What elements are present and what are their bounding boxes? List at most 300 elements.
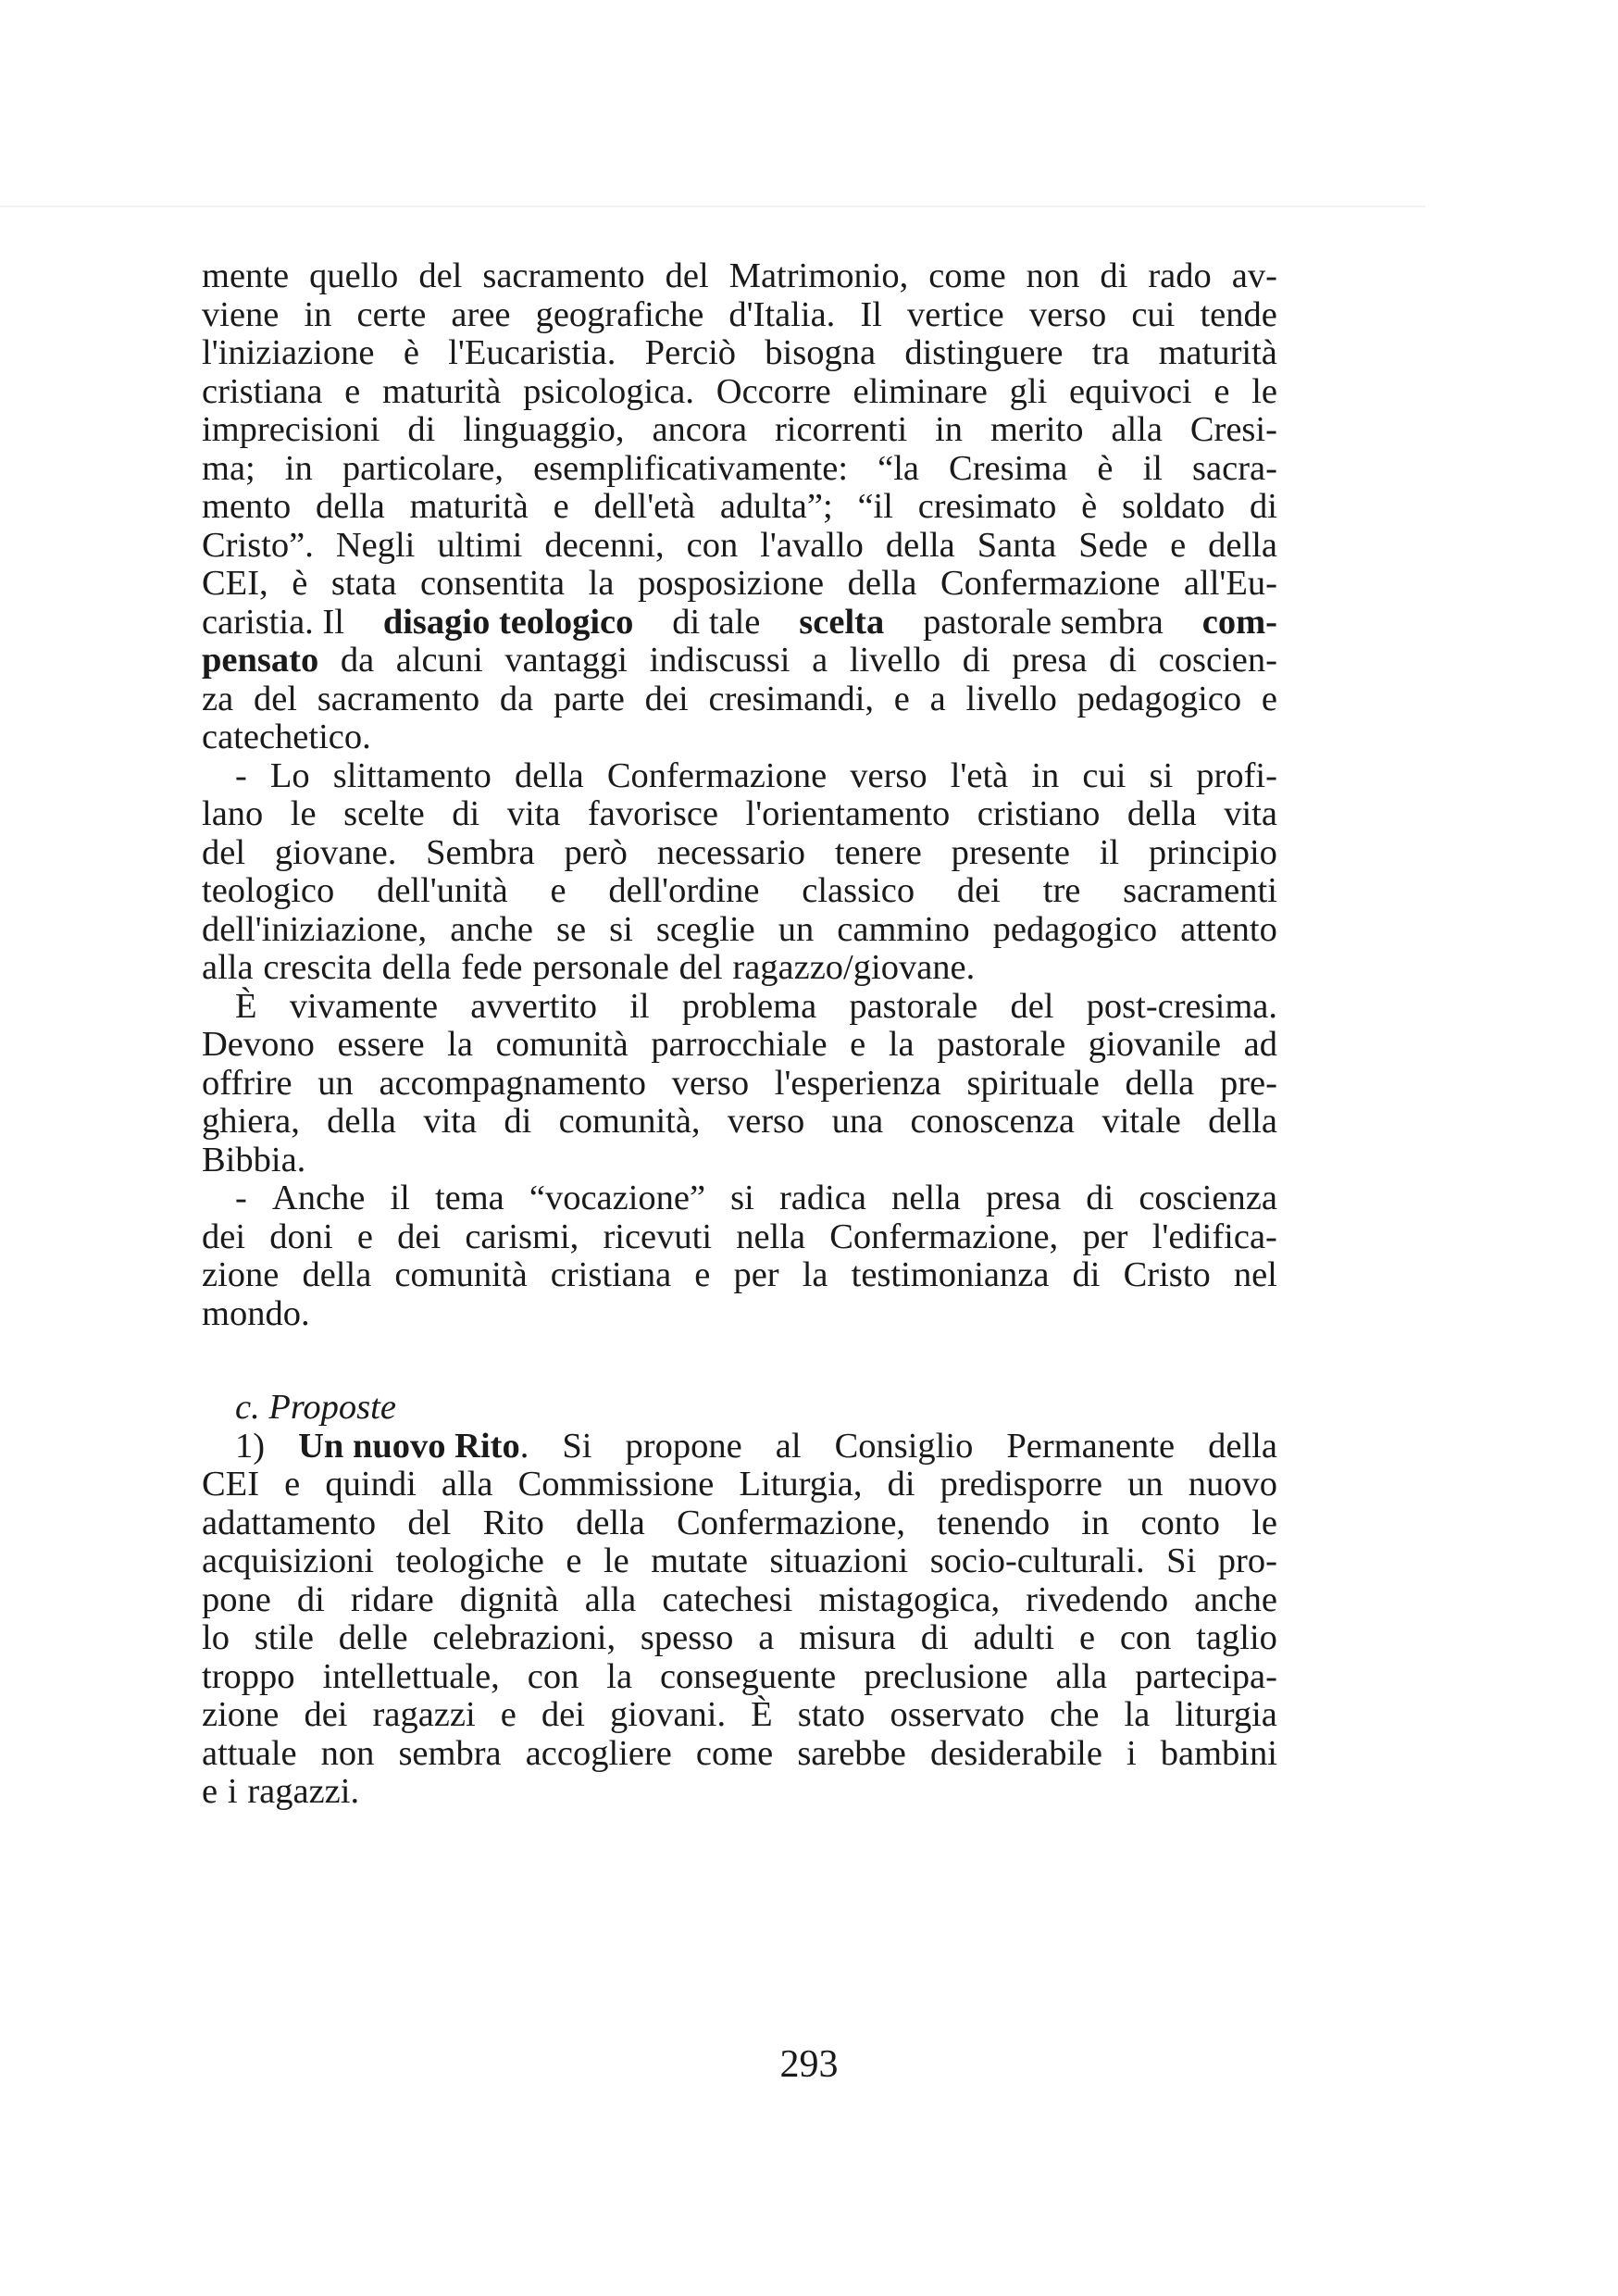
word: comunità <box>495 1025 629 1064</box>
word: cresimato <box>917 487 1057 526</box>
list-number: 1) <box>235 1426 266 1466</box>
text-line-last <box>202 718 1277 757</box>
word: per <box>733 1255 779 1294</box>
word: sarebbe <box>797 1733 906 1773</box>
word: del <box>665 256 709 295</box>
word: della <box>1126 794 1197 833</box>
text-line <box>202 1504 1277 1543</box>
word: crescita <box>263 948 372 987</box>
word: del <box>202 832 246 872</box>
word: livello <box>849 641 941 680</box>
word: un <box>778 909 815 949</box>
word: testimonianza <box>851 1255 1050 1294</box>
word: Bibbia. <box>202 1140 306 1179</box>
section-gap <box>202 1333 1277 1389</box>
word: l'avallo <box>760 525 864 565</box>
word: zione <box>202 1255 280 1294</box>
word: giovanile <box>1088 1025 1222 1064</box>
word: dell'età <box>593 487 696 526</box>
word: acquisizioni <box>202 1541 375 1580</box>
word: Sede <box>1078 525 1149 565</box>
word: “il <box>857 487 893 526</box>
text-line-last <box>202 1142 1277 1180</box>
word: Cristo”. <box>202 525 314 565</box>
word: maturità <box>1158 333 1277 372</box>
word: il <box>1099 832 1120 872</box>
word: è <box>403 333 419 372</box>
word: ragazzo/giovane. <box>732 948 976 987</box>
word: e <box>356 1217 373 1256</box>
word: a <box>812 641 828 680</box>
word: predisporre <box>940 1465 1102 1504</box>
word: alcuni <box>395 641 483 680</box>
word: l'Eucaristia. <box>448 333 616 372</box>
word: di <box>452 794 480 833</box>
word: pedagogico <box>1077 679 1242 718</box>
word: e <box>893 679 910 718</box>
word: verso <box>671 1063 750 1103</box>
word: del <box>418 256 463 295</box>
word: Confermazione <box>606 755 828 795</box>
text-line <box>202 1218 1277 1257</box>
text-line <box>202 1466 1277 1504</box>
word: da <box>340 641 375 680</box>
word: sceglie <box>655 909 755 949</box>
word: è <box>1081 487 1098 526</box>
word: stata <box>330 564 397 603</box>
word: post-cresima. <box>1086 986 1277 1026</box>
word: maturità <box>382 371 502 411</box>
word: Si <box>1166 1541 1197 1580</box>
text-line <box>202 565 1277 604</box>
word: le <box>1251 1503 1277 1542</box>
word: nella <box>891 1179 961 1217</box>
word: mutate <box>651 1541 749 1580</box>
word: un <box>1127 1465 1164 1504</box>
word: dei <box>956 871 1001 910</box>
word: della <box>1208 525 1277 565</box>
word: è <box>292 564 308 603</box>
word: delle <box>338 1618 408 1657</box>
word: teologico <box>202 871 335 910</box>
text-line <box>202 1735 1277 1774</box>
word: e <box>344 371 361 411</box>
word: verso <box>850 755 927 795</box>
word: del <box>678 948 723 987</box>
word: nella <box>736 1217 806 1256</box>
word: CEI <box>202 1465 260 1504</box>
text-line <box>202 373 1277 412</box>
word: aree <box>451 294 511 334</box>
word: Commissione <box>517 1465 715 1504</box>
word: della <box>302 1255 372 1294</box>
text-line <box>202 1065 1277 1104</box>
text-line <box>202 1256 1277 1295</box>
word: parte <box>553 679 625 718</box>
word: anche <box>1194 1579 1277 1619</box>
word: livello <box>965 679 1057 718</box>
text-line <box>202 334 1277 373</box>
word: Devono <box>202 1025 315 1064</box>
word: non <box>1026 256 1080 295</box>
word: “la <box>877 448 919 488</box>
word: spirituale <box>966 1063 1100 1103</box>
word: bambini <box>1160 1733 1277 1773</box>
text-line <box>202 911 1277 950</box>
word: è <box>1097 448 1114 488</box>
text-line <box>202 1103 1277 1142</box>
word: di <box>962 641 990 680</box>
paragraph-3 <box>202 988 1277 1180</box>
word: doni <box>269 1217 333 1256</box>
word: classico <box>802 871 915 910</box>
paragraph-4 <box>202 1179 1277 1333</box>
word: za <box>202 679 234 718</box>
word: certe <box>356 294 427 334</box>
word: Consiglio <box>834 1426 974 1466</box>
page-number: 293 <box>779 2043 839 2086</box>
word: particolare, <box>342 448 504 488</box>
word: della <box>381 948 452 987</box>
word: conto <box>1140 1503 1220 1542</box>
word: Confermazione <box>940 564 1161 603</box>
text-line <box>202 1619 1277 1658</box>
word: Confermazione, <box>677 1503 906 1542</box>
word: vertice <box>907 294 1004 334</box>
word: gli <box>1009 371 1048 411</box>
word: ultimi <box>437 525 523 565</box>
punctuation: . <box>519 1426 529 1466</box>
word: i <box>227 1772 238 1811</box>
text-line-with-bold <box>202 604 1277 643</box>
word: catechesi <box>662 1579 793 1619</box>
text-line-last <box>202 949 1277 988</box>
word: pro- <box>1217 1541 1277 1580</box>
word: imprecisioni <box>202 410 380 449</box>
word: cresimandi, <box>708 679 875 718</box>
word: la <box>802 1255 828 1294</box>
word: socio-culturali. <box>929 1541 1145 1580</box>
word: zione <box>202 1695 280 1734</box>
word: all'Eu- <box>1183 564 1277 603</box>
word: Occorre <box>716 371 831 411</box>
word: a <box>929 679 946 718</box>
word: cammino <box>837 909 970 949</box>
word: cristiana <box>550 1255 672 1294</box>
word: della <box>847 564 917 603</box>
text-line <box>202 1658 1277 1697</box>
word: della <box>327 1102 396 1141</box>
word: in <box>1031 755 1060 795</box>
word: sacramenti <box>1123 871 1277 910</box>
word: conoscenza <box>910 1102 1075 1141</box>
word: Cristo <box>1123 1255 1211 1294</box>
word: ghiera, <box>202 1102 300 1141</box>
word: e <box>284 1465 301 1504</box>
word: bisogna <box>765 333 877 372</box>
word: di <box>296 1579 325 1619</box>
word: dell'unità <box>377 871 508 910</box>
word: la <box>1124 1695 1151 1734</box>
text-line <box>202 257 1277 296</box>
word: catechetico. <box>202 718 371 756</box>
text-line <box>202 1026 1277 1065</box>
word: equivoci <box>1069 371 1192 411</box>
word: come <box>928 256 1006 295</box>
word: principio <box>1148 832 1277 872</box>
bold-term-compensato-start: com- <box>1201 602 1277 642</box>
word: vita <box>1224 794 1277 833</box>
word: È <box>751 1695 773 1734</box>
word: pastorale <box>849 986 978 1026</box>
word: la <box>588 564 615 603</box>
word: di <box>1109 641 1138 680</box>
word: in <box>284 448 313 488</box>
word: Lo <box>269 755 310 795</box>
word: la <box>447 1025 473 1064</box>
word: liturgia <box>1175 1695 1277 1734</box>
word: spesso <box>640 1618 734 1657</box>
word: adattamento <box>202 1503 377 1542</box>
word: il <box>629 986 650 1026</box>
text-line-with-bold <box>202 642 1277 680</box>
word: e <box>1078 1618 1096 1657</box>
word: se <box>556 909 587 949</box>
word: l'esperienza <box>774 1063 941 1103</box>
word: di <box>504 1102 532 1141</box>
text-line <box>202 1542 1277 1581</box>
paragraph-2 <box>202 757 1277 988</box>
word: troppo <box>202 1656 295 1696</box>
word: pastorale <box>937 1025 1066 1064</box>
word: “vocazione” <box>529 1179 706 1217</box>
word: parrocchiale <box>651 1025 828 1064</box>
word: sacra- <box>1192 448 1277 488</box>
word: psicologica. <box>523 371 695 411</box>
word: Cresi- <box>1189 410 1277 449</box>
word: posposizione <box>638 564 825 603</box>
word: per <box>1082 1217 1128 1256</box>
word: desiderabile <box>929 1733 1102 1773</box>
word: viene <box>202 294 280 334</box>
word: presa <box>1012 641 1088 680</box>
text-line <box>202 795 1277 834</box>
word: partecipa- <box>1135 1656 1277 1696</box>
word: vita <box>423 1102 478 1141</box>
word: e <box>1261 679 1277 718</box>
word: stato <box>797 1695 865 1734</box>
word: della <box>1208 1426 1277 1466</box>
word: ragazzi <box>372 1695 476 1734</box>
word: la <box>606 1656 633 1696</box>
word: celebrazioni, <box>432 1618 616 1657</box>
word: l'età <box>950 755 1009 795</box>
word: adulti <box>973 1618 1055 1657</box>
word: vitale <box>1101 1102 1181 1141</box>
word: essere <box>337 1025 425 1064</box>
word: ridare <box>350 1579 434 1619</box>
word: presa <box>985 1179 1062 1217</box>
word: accompagnamento <box>379 1063 647 1103</box>
text-line-last <box>202 1295 1277 1334</box>
bold-term-scelta: scelta <box>799 602 885 642</box>
word: del <box>1010 986 1054 1026</box>
text-line <box>202 757 1277 796</box>
word: Si <box>562 1426 592 1466</box>
word: d'Italia. <box>728 294 836 334</box>
word: con <box>527 1656 579 1696</box>
word: una <box>831 1102 884 1141</box>
text-line <box>202 834 1277 873</box>
word: osservato <box>890 1695 1025 1734</box>
word: di <box>1249 487 1277 526</box>
word: l'iniziazione <box>202 333 375 372</box>
word: scelte <box>343 794 425 833</box>
word: le <box>1251 371 1277 411</box>
word: mente <box>202 256 290 295</box>
word: Matrimonio, <box>728 256 909 295</box>
word: ricorrenti <box>774 410 908 449</box>
word: e <box>566 1541 582 1580</box>
word: Santa <box>977 525 1057 565</box>
word: Confermazione, <box>829 1217 1059 1256</box>
word: che <box>1050 1695 1100 1734</box>
word: esemplificativamente: <box>533 448 849 488</box>
word: coscien- <box>1158 641 1277 680</box>
word: consentita <box>420 564 566 603</box>
word: intellettuale, <box>322 1656 500 1696</box>
scan-edge-shadow <box>0 206 1425 207</box>
word: vantaggi <box>504 641 628 680</box>
text-line <box>202 872 1277 911</box>
text-line <box>202 988 1277 1027</box>
word: a <box>758 1618 775 1657</box>
word: non <box>320 1733 375 1773</box>
word: di <box>920 1618 949 1657</box>
word: favorisce <box>587 794 719 833</box>
word: giovani. <box>610 1695 727 1734</box>
word: dell'ordine <box>608 871 760 910</box>
word: le <box>603 1541 629 1580</box>
word: Permanente <box>1006 1426 1176 1466</box>
word: verso <box>727 1102 805 1141</box>
word: merito <box>989 410 1084 449</box>
word: coscienza <box>1139 1179 1277 1217</box>
text-line <box>202 296 1277 335</box>
word: l'orientamento <box>745 794 951 833</box>
word: lano <box>202 794 264 833</box>
word: pedagogico <box>992 909 1158 949</box>
word: in <box>1081 1503 1110 1542</box>
word: distinguere <box>904 333 1064 372</box>
word: Rito <box>482 1503 544 1542</box>
word: di <box>1072 1255 1101 1294</box>
word: con <box>1119 1618 1172 1657</box>
word: si <box>730 1179 754 1217</box>
word: Anche <box>271 1179 366 1217</box>
word: comunità, <box>558 1102 701 1141</box>
text-segment: caristia. Il <box>202 602 344 642</box>
word: dell'iniziazione, <box>202 909 428 949</box>
word: cui <box>1131 294 1176 334</box>
text-line-last <box>202 1773 1277 1812</box>
word: con <box>686 525 739 565</box>
word: dei <box>397 1217 442 1256</box>
word: maturità <box>409 487 529 526</box>
word: cristiano <box>977 794 1101 833</box>
word: alla <box>584 1579 637 1619</box>
word: un <box>317 1063 354 1103</box>
word: decenni, <box>544 525 665 565</box>
word: indiscussi <box>649 641 790 680</box>
word: Cresima <box>949 448 1068 488</box>
word: di <box>1100 256 1128 295</box>
text-line <box>202 411 1277 450</box>
word: pone <box>202 1579 271 1619</box>
word: la <box>888 1025 915 1064</box>
word: nel <box>1233 1255 1277 1294</box>
word: - <box>235 1179 247 1217</box>
word: si <box>1149 755 1174 795</box>
word: verso <box>1028 294 1107 334</box>
word: fede <box>461 948 523 987</box>
word: linguaggio, <box>463 410 625 449</box>
word: stile <box>254 1618 314 1657</box>
word: accogliere <box>525 1733 672 1773</box>
word: avvertito <box>470 986 598 1026</box>
text-segment: di tale <box>672 602 761 642</box>
word: lo <box>202 1618 230 1657</box>
word: al <box>775 1426 802 1466</box>
word: geografiche <box>535 294 704 334</box>
word: tema <box>434 1179 504 1217</box>
word: alla <box>441 1465 493 1504</box>
text-line <box>202 1581 1277 1620</box>
word: attuale <box>202 1733 297 1773</box>
paragraph-1 <box>202 257 1277 757</box>
word: il <box>1142 448 1163 488</box>
paragraph-5 <box>202 1428 1277 1812</box>
word: sacramento <box>482 256 645 295</box>
word: Liturgia, <box>739 1465 863 1504</box>
word: giovane. <box>274 832 397 872</box>
text-segment: pastorale sembra <box>923 602 1164 642</box>
word: alla <box>1055 1656 1108 1696</box>
word: da <box>499 679 534 718</box>
word: mondo. <box>202 1293 310 1333</box>
word: della <box>576 1503 645 1542</box>
word: situazioni <box>769 1541 909 1580</box>
bold-title-nuovo-rito: Un nuovo Rito <box>298 1426 520 1466</box>
word: misura <box>799 1618 896 1657</box>
word: presente <box>951 832 1070 872</box>
word: teologiche <box>395 1541 544 1580</box>
word: rivedendo <box>1026 1579 1169 1619</box>
text-line <box>202 1696 1277 1735</box>
word: attento <box>1180 909 1277 949</box>
word: però <box>564 832 628 872</box>
word: carismi, <box>465 1217 579 1256</box>
word: in <box>304 294 332 334</box>
word: necessario <box>656 832 806 872</box>
word: come <box>695 1733 774 1773</box>
word: taglio <box>1196 1618 1277 1657</box>
word: dignità <box>459 1579 559 1619</box>
word: e <box>202 1772 218 1811</box>
word: adulta”; <box>719 487 833 526</box>
word: ricevuti <box>603 1217 713 1256</box>
word: cui <box>1082 755 1126 795</box>
